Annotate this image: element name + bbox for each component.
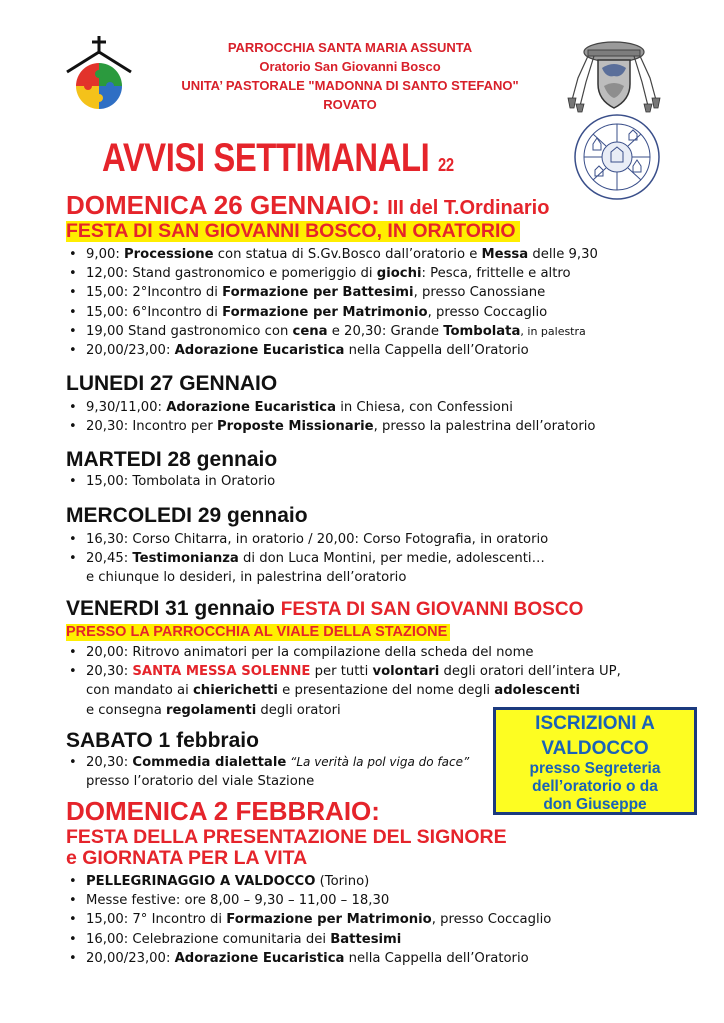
bishop-coat-of-arms [566, 38, 662, 114]
sunday-26-liturgy: III del T.Ordinario [387, 197, 550, 219]
oratory-name: Oratorio San Giovanni Bosco [259, 59, 441, 74]
list-item: • 20,30: SANTA MESSA SOLENNE per tutti volontari degli oratori dell’intera UP, [66, 662, 621, 681]
wednesday-list [66, 530, 548, 588]
sunday-2-day-for-life: e GIORNATA PER LA VITA [66, 847, 308, 869]
list-item: presso l’oratorio del viale Stazione [86, 774, 315, 790]
parish-name: PARROCCHIA SANTA MARIA ASSUNTA [227, 40, 473, 55]
list-item: con mandato ai chierichetti e presentazione del nome degli adolescenti [86, 683, 580, 699]
list-item: • 20,00/23,00: Adorazione Eucaristica nella Cappella dell’Oratorio [66, 949, 551, 968]
list-item: • 19,00 Stand gastronomico con cena e 20,30: Grande Tombolata, in palestra [66, 322, 598, 341]
tuesday-heading: MARTEDI 28 gennaio [66, 448, 278, 471]
list-item: • 16,30: Corso Chitarra, in oratorio / 20,00: Corso Fotografia, in oratorio [66, 530, 548, 549]
bulletin-number: 22 [438, 155, 454, 175]
church-puzzle-logo [64, 36, 134, 112]
list-item: • 9,00: Processione con statua di S.Gv.Bosco dall’oratorio e Messa delle 9,30 [66, 245, 598, 264]
friday-feast: FESTA DI SAN GIOVANNI BOSCO [280, 599, 584, 620]
sunday-2-feast: FESTA DELLA PRESENTAZIONE DEL SIGNORE [66, 826, 507, 848]
list-item: • 16,00: Celebrazione comunitaria dei Battesimi [66, 930, 551, 949]
list-item: e consegna regolamenti degli oratori [86, 702, 341, 718]
list-item: • 20,00/23,00: Adorazione Eucaristica nella Cappella dell’Oratorio [66, 341, 598, 360]
page-title [102, 135, 454, 188]
sunday-2-list [66, 872, 551, 968]
list-item: • 20,30: Commedia dialettale “La verità la pol viga do face” [66, 753, 469, 772]
friday-place: PRESSO LA PARROCCHIA AL VIALE DELLA STAZIONE [66, 624, 450, 641]
callout-line-5: don Giuseppe [543, 796, 647, 813]
tuesday-list [66, 472, 275, 491]
sunday-26-date: DOMENICA 26 GENNAIO: [66, 190, 380, 220]
list-item: • 15,00: Tombolata in Oratorio [66, 472, 275, 491]
saturday-list [66, 753, 469, 791]
list-item: • PELLEGRINAGGIO A VALDOCCO (Torino) [66, 872, 551, 891]
sunday-26-heading [66, 190, 549, 223]
parish-header [150, 38, 550, 114]
callout-line-4: dell’oratorio o da [532, 778, 658, 795]
pastoral-unit: UNITA’ PASTORALE "MADONNA DI SANTO STEFANO" [181, 78, 519, 93]
saturday-heading: SABATO 1 febbraio [66, 729, 259, 752]
sunday-2-heading: DOMENICA 2 FEBBRAIO: [66, 796, 380, 826]
list-item: • 12,00: Stand gastronomico e pomeriggio di giochi: Pesca, frittelle e altro [66, 264, 598, 283]
list-item: • Messe festive: ore 8,00 – 9,30 – 11,00 – 18,30 [66, 891, 551, 910]
list-item: e chiunque lo desideri, in palestrina dell’oratorio [86, 570, 407, 586]
list-item: • 15,00: 2°Incontro di Formazione per Battesimi, presso Canossiane [66, 283, 598, 302]
monday-heading: LUNEDI 27 GENNAIO [66, 372, 278, 395]
friday-date: VENERDI 31 gennaio [66, 597, 275, 620]
list-item: • 15,00: 6°Incontro di Formazione per Matrimonio, presso Coccaglio [66, 303, 598, 322]
callout-line-2: VALDOCCO [541, 738, 649, 759]
wednesday-heading: MERCOLEDI 29 gennaio [66, 504, 308, 527]
valdocco-registration-box [493, 707, 697, 815]
list-item: • 20,30: Incontro per Proposte Missionarie, presso la palestrina dell’oratorio [66, 417, 596, 436]
title-text: AVVISI SETTIMANALI [102, 136, 430, 180]
list-item: • 15,00: 7° Incontro di Formazione per Matrimonio, presso Coccaglio [66, 910, 551, 929]
sunday-26-feast: FESTA DI SAN GIOVANNI BOSCO, IN ORATORIO [66, 221, 520, 242]
town-name: ROVATO [323, 97, 377, 112]
list-item: • 20,45: Testimonianza di don Luca Montini, per medie, adolescenti… [66, 549, 548, 568]
callout-line-3: presso Segreteria [529, 760, 661, 777]
list-item: • 20,00: Ritrovo animatori per la compilazione della scheda del nome [66, 643, 621, 662]
friday-heading [66, 597, 583, 622]
unita-pastorale-seal [571, 114, 663, 200]
callout-line-1: ISCRIZIONI A [535, 713, 655, 734]
list-item: • 9,30/11,00: Adorazione Eucaristica in Chiesa, con Confessioni [66, 398, 596, 417]
monday-list [66, 398, 596, 436]
sunday-26-list [66, 245, 598, 360]
